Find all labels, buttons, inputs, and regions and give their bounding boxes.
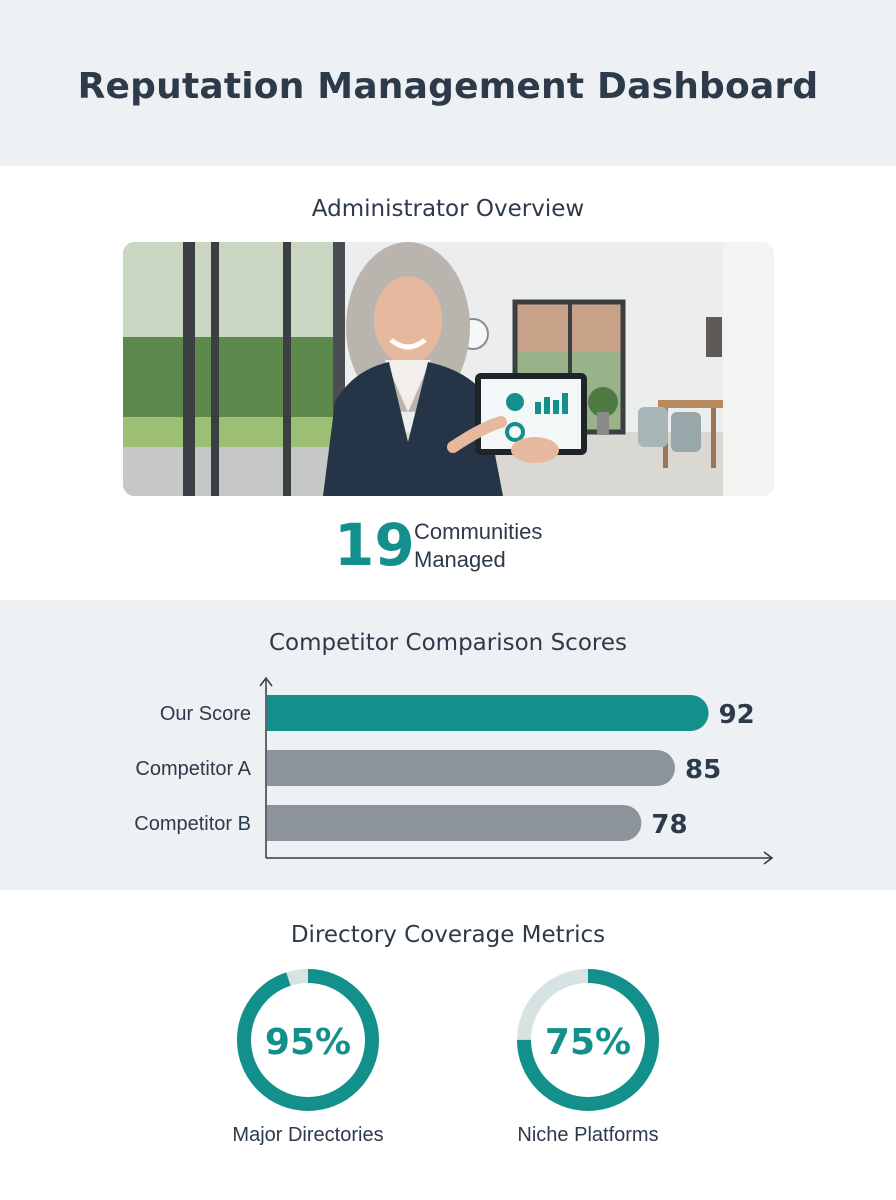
communities-label-line2: Managed (414, 547, 506, 572)
bar-competitor-b (267, 805, 641, 841)
donut-value: 75% (544, 1022, 632, 1063)
donut-niche-platforms (516, 968, 660, 1112)
value-label: 85 (685, 755, 722, 785)
category-label: Competitor B (134, 813, 251, 835)
bar-competitor-a (267, 750, 675, 786)
page-title: Reputation Management Dashboard (77, 66, 819, 107)
overview-title: Administrator Overview (311, 196, 585, 222)
communities-count: 19 (334, 511, 415, 579)
value-label: 78 (651, 810, 688, 840)
value-label: 92 (718, 700, 755, 730)
donut-value: 95% (264, 1022, 352, 1063)
communities-label (414, 518, 594, 574)
coverage-label-major-directories: Major Directories (232, 1124, 384, 1146)
coverage-label-niche-platforms: Niche Platforms (517, 1124, 659, 1146)
bar-our-score (267, 695, 709, 731)
header (0, 0, 896, 166)
comparison-title: Competitor Comparison Scores (269, 630, 627, 656)
communities-label-line1: Communities (414, 519, 543, 544)
comparison-chart (0, 600, 896, 890)
coverage-title: Directory Coverage Metrics (290, 922, 606, 948)
category-label: Competitor A (135, 758, 251, 780)
category-label: Our Score (159, 703, 251, 725)
administrator-photo (123, 242, 774, 496)
donut-major-directories (236, 968, 380, 1112)
